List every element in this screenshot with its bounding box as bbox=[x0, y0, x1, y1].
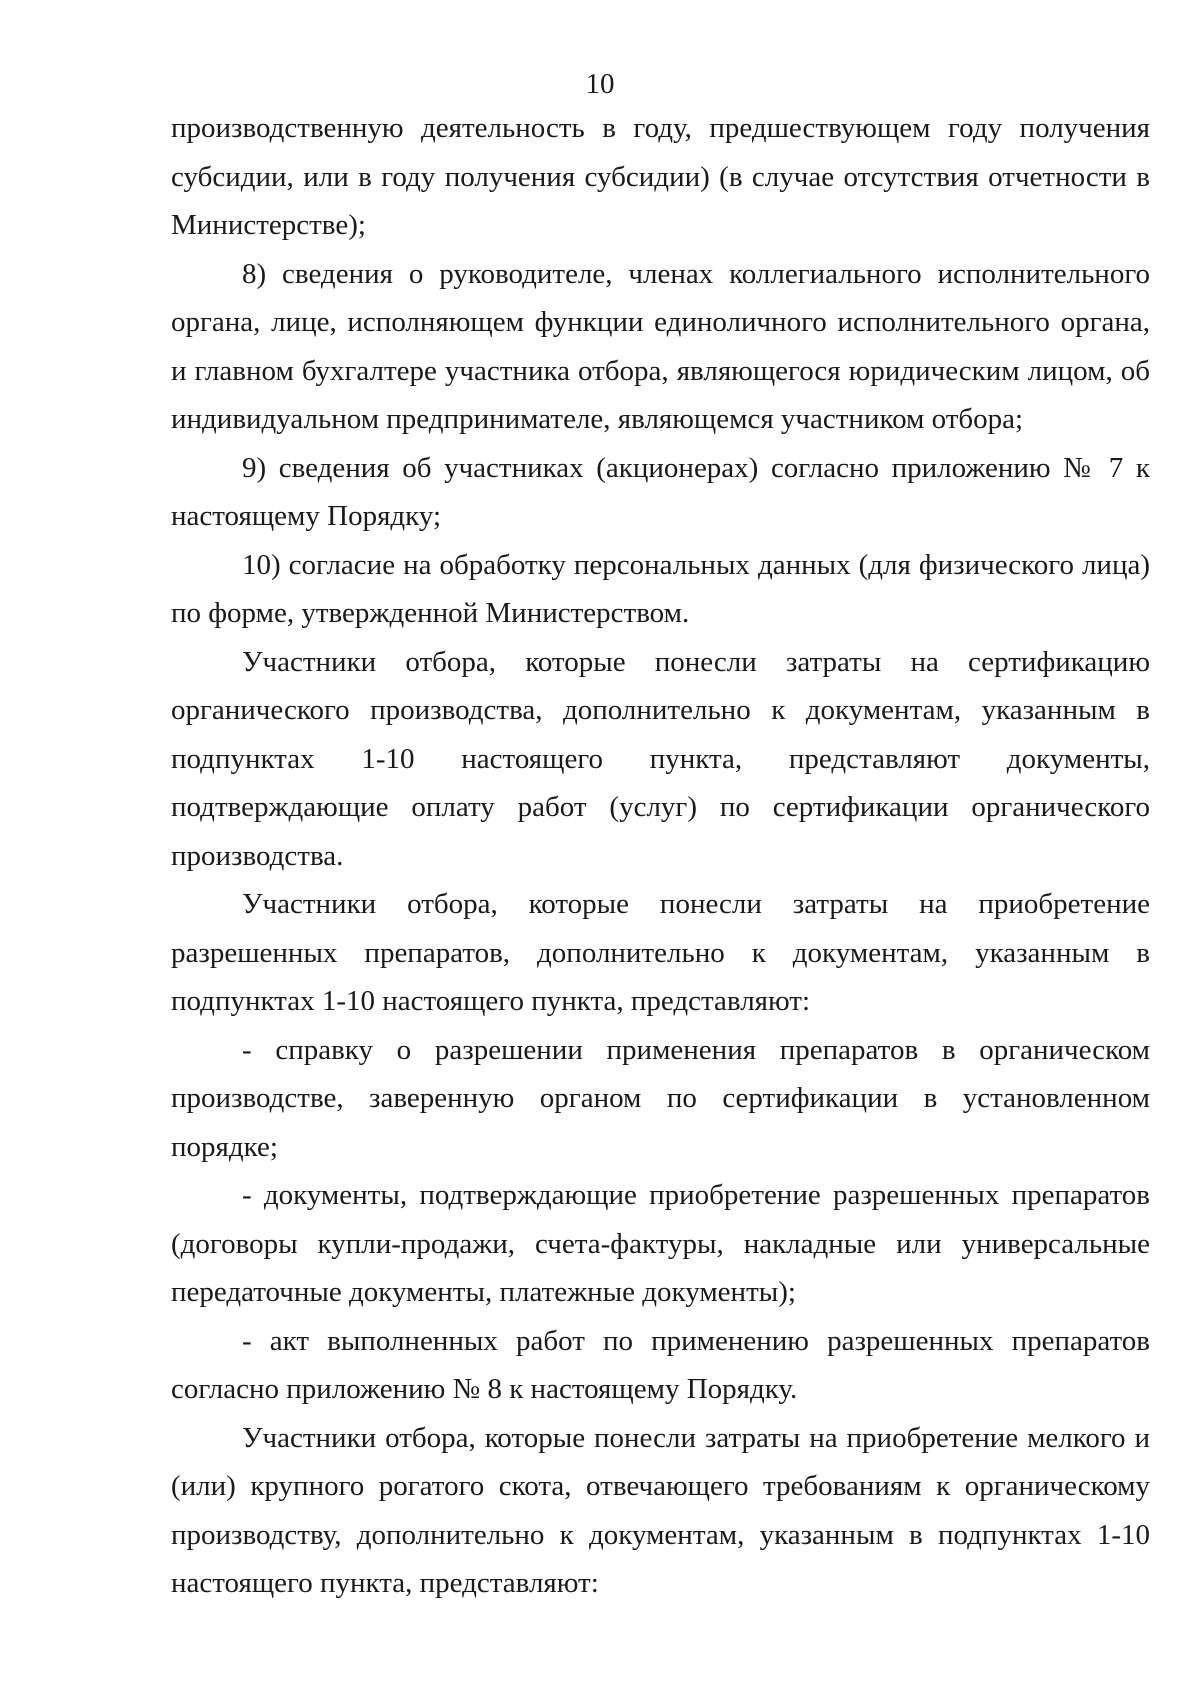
list-item-purchase-documents: - документы, подтверждающие приобретение разрешенных препаратов (договоры купли-продажи, счета-фактуры, накладные или универсальные передаточные документы, платежные документы); bbox=[171, 1179, 1150, 1308]
paragraph-item-8: 8) сведения о руководителе, членах коллегиального исполнительного органа, лице, исполняющем функции единоличного исполнительного органа, и главном бухгалтере участника отбора, являющегося юридическим лицом, об индивидуальном предпринимателе, являющемся участником отбора; bbox=[171, 257, 1150, 435]
paragraph-certification-costs: Участники отбора, которые понесли затраты на сертификацию органического производства, дополнительно к документам, указанным в подпунктах 1-10 настоящего пункта, представляют документы, подтверждающие оплату работ (услуг) по сертификации органического производства. bbox=[171, 645, 1150, 872]
paragraph-preparations-costs: Участники отбора, которые понесли затраты на приобретение разрешенных препаратов, дополнительно к документам, указанным в подпунктах 1-10 настоящего пункта, представляют: bbox=[171, 888, 1150, 1017]
page-number: 10 bbox=[585, 68, 615, 100]
paragraph-item-9: 9) сведения об участниках (акционерах) согласно приложению № 7 к настоящему Порядку; bbox=[171, 451, 1150, 532]
paragraph-livestock-costs: Участники отбора, которые понесли затраты на приобретение мелкого и (или) крупного рогатого скота, отвечающего требованиям к органическому производству, дополнительно к документам, указанным в подпунктах 1-10 настоящего пункта, представляют: bbox=[171, 1421, 1150, 1599]
list-item-work-act: - акт выполненных работ по применению разрешенных препаратов согласно приложению № 8 к настоящему Порядку. bbox=[171, 1324, 1150, 1405]
paragraph-item-10: 10) согласие на обработку персональных данных (для физического лица) по форме, утвержденной Министерством. bbox=[171, 548, 1150, 629]
list-item-certificate: - справку о разрешении применения препаратов в органическом производстве, заверенную органом по сертификации в установленном порядке; bbox=[171, 1033, 1150, 1163]
paragraph-continuation: производственную деятельность в году, предшествующем году получения субсидии, или в году получения субсидии) (в случае отсутствия отчетности в Министерстве); bbox=[171, 112, 1150, 241]
document-body bbox=[171, 104, 1150, 1608]
